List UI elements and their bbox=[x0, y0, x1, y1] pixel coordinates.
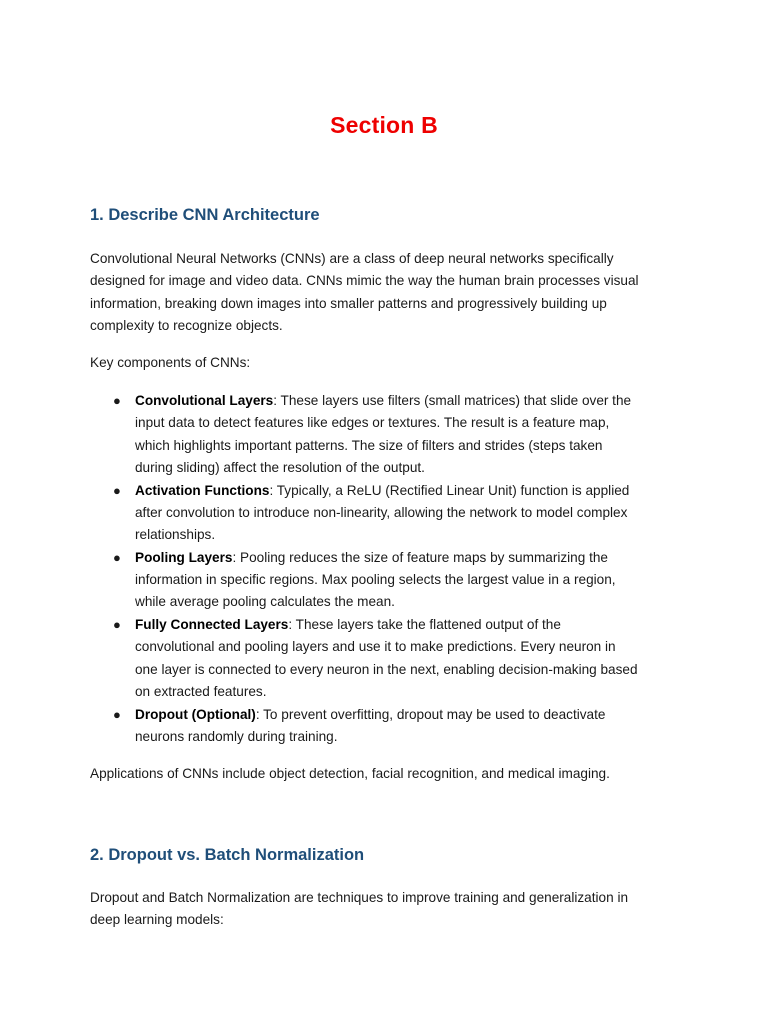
list-item-fully-connected-layers bbox=[90, 614, 690, 703]
bullet-icon: ● bbox=[113, 393, 121, 408]
component-term: Fully Connected Layers bbox=[135, 617, 289, 633]
component-line: on extracted features. bbox=[135, 684, 267, 700]
dropout-intro-paragraph bbox=[90, 887, 690, 932]
list-item-convolutional-layers bbox=[90, 390, 690, 479]
bullet-icon: ● bbox=[113, 482, 121, 498]
intro-line: Dropout and Batch Normalization are techniques to improve training and generalization in bbox=[90, 890, 629, 905]
intro-line: information, breaking down images into smaller patterns and progressively building up bbox=[90, 295, 607, 311]
bullet-icon: ● bbox=[113, 617, 121, 633]
bullet-icon: ● bbox=[113, 549, 121, 565]
component-line: after convolution to introduce non-linearity, allowing the network to model complex bbox=[135, 504, 628, 520]
component-line: while average pooling calculates the mean. bbox=[135, 594, 395, 610]
intro-line: Convolutional Neural Networks (CNNs) are a class of deep neural networks specifically bbox=[90, 251, 614, 266]
component-line: convolutional and pooling layers and use it to make predictions. Every neuron in bbox=[135, 639, 616, 655]
applications-paragraph: Applications of CNNs include object detection, facial recognition, and medical imaging. bbox=[90, 766, 610, 781]
component-line: neurons randomly during training. bbox=[135, 729, 338, 745]
components-list bbox=[90, 390, 690, 749]
component-term: Dropout (Optional) bbox=[135, 706, 256, 722]
intro-line: designed for image and video data. CNNs mimic the way the human brain processes visual bbox=[90, 273, 639, 289]
component-term: Convolutional Layers bbox=[135, 393, 274, 408]
cnn-intro-paragraph bbox=[90, 248, 690, 337]
list-item-pooling-layers bbox=[90, 547, 690, 614]
component-line: during sliding) affect the resolution of the output. bbox=[135, 459, 425, 475]
question-2-heading: 2. Dropout vs. Batch Normalization bbox=[90, 846, 365, 864]
component-term: Activation Functions bbox=[135, 482, 270, 498]
component-line: : Typically, a ReLU (Rectified Linear Unit) function is applied bbox=[269, 482, 630, 498]
component-line: : These layers use filters (small matrices) that slide over the bbox=[273, 393, 632, 408]
component-term: Pooling Layers bbox=[135, 549, 233, 565]
bullet-icon: ● bbox=[113, 706, 121, 722]
component-line: : These layers take the flattened output of the bbox=[288, 617, 561, 633]
component-line: which highlights important patterns. The size of filters and strides (steps taken bbox=[135, 437, 603, 453]
component-line: one layer is connected to every neuron in the next, enabling decision-making based bbox=[135, 661, 638, 677]
intro-line: complexity to recognize objects. bbox=[90, 317, 283, 333]
intro-line: deep learning models: bbox=[90, 912, 224, 928]
section-title: Section B bbox=[330, 112, 438, 138]
question-1-heading: 1. Describe CNN Architecture bbox=[90, 206, 320, 224]
list-item-dropout bbox=[90, 704, 690, 749]
component-line: : Pooling reduces the size of feature maps by summarizing the bbox=[232, 549, 608, 565]
list-item-activation-functions bbox=[90, 480, 690, 547]
component-line: input data to detect features like edges or textures. The result is a feature map, bbox=[135, 415, 610, 431]
component-line: information in specific regions. Max pooling selects the largest value in a region, bbox=[135, 572, 616, 588]
component-line: relationships. bbox=[135, 527, 216, 543]
key-components-label: Key components of CNNs: bbox=[90, 355, 251, 370]
component-line: : To prevent overfitting, dropout may be used to deactivate bbox=[255, 706, 606, 722]
